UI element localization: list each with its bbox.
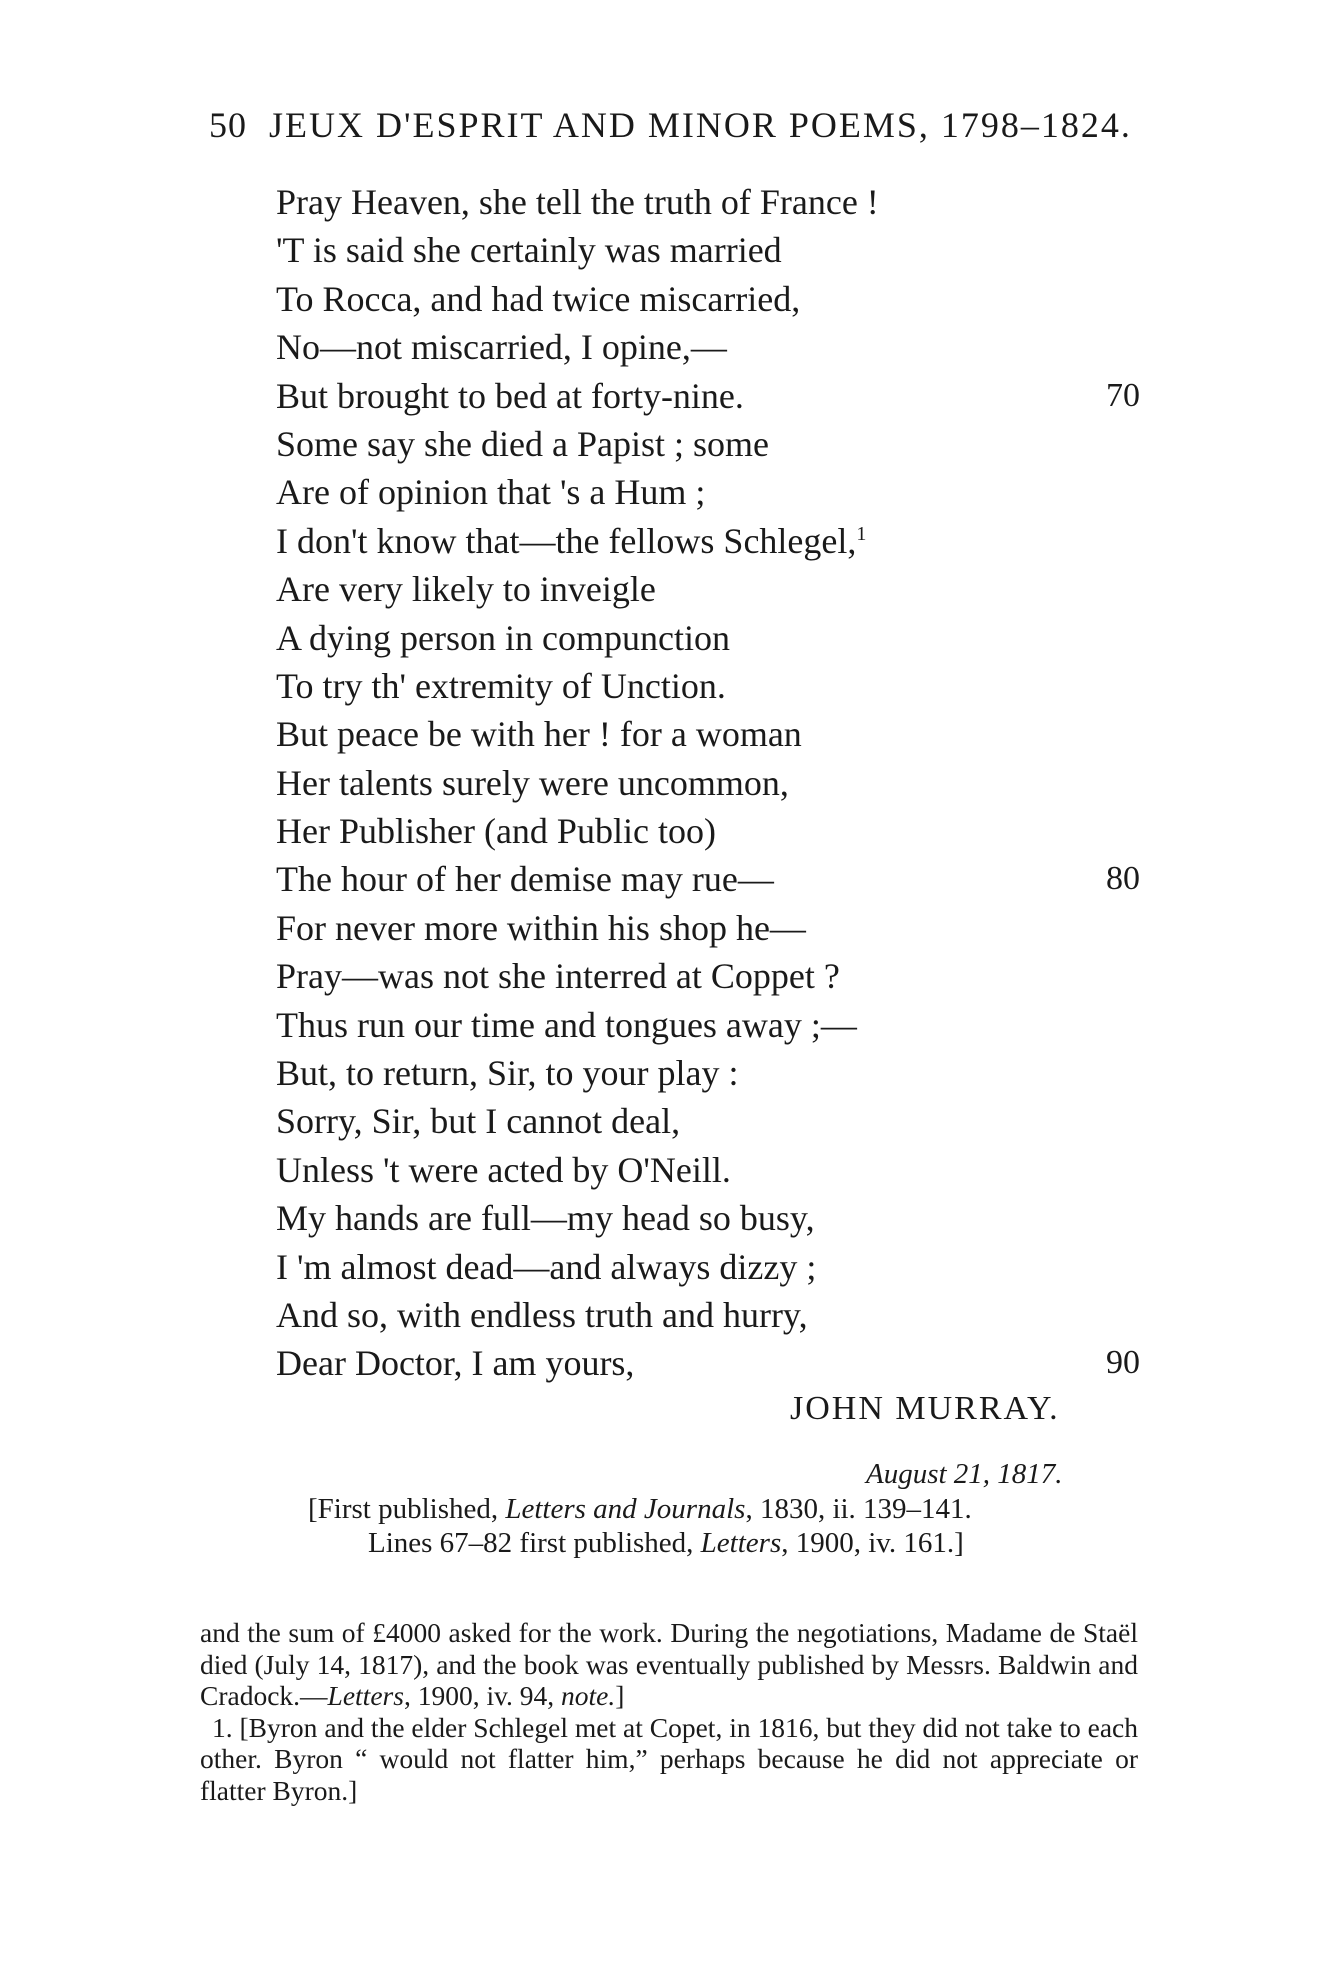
poem-line-text: But, to return, Sir, to your play : bbox=[276, 1053, 739, 1094]
poem-line-text: To try th' extremity of Unction. bbox=[276, 665, 726, 706]
poem-line bbox=[276, 807, 1176, 855]
poem-line-text: Are of opinion that 's a Hum ; bbox=[276, 472, 706, 513]
poem-line bbox=[276, 178, 1176, 226]
line-number: 70 bbox=[1106, 376, 1140, 414]
pub2-text-a: Lines 67–82 first published, bbox=[368, 1527, 701, 1559]
poem-line-text: No—not miscarried, I opine,— bbox=[276, 327, 727, 368]
poem-line bbox=[276, 710, 1176, 758]
pub1-text-a: [First published, bbox=[308, 1493, 506, 1525]
poem-line bbox=[276, 275, 1176, 323]
poem-line-text: Pray Heaven, she tell the truth of France ! bbox=[276, 182, 879, 222]
footnote-continuation bbox=[200, 1617, 1138, 1712]
poem-line bbox=[276, 1339, 1176, 1387]
poem-line-text: Her Publisher (and Public too) bbox=[276, 811, 716, 852]
poem-line-text: A dying person in compunction bbox=[276, 617, 730, 658]
poem-line-text: Unless 't were acted by O'Neill. bbox=[276, 1149, 731, 1190]
poem-line bbox=[276, 323, 1176, 371]
poem-line bbox=[276, 1146, 1176, 1194]
poem-line-text: I 'm almost dead—and always dizzy ; bbox=[276, 1246, 817, 1287]
pub1-title: Letters and Journals bbox=[505, 1493, 746, 1525]
poem-line-text: And so, with endless truth and hurry, bbox=[276, 1294, 808, 1335]
poem-line bbox=[276, 614, 1176, 662]
poem-line bbox=[276, 1097, 1176, 1145]
poem-line-text: To Rocca, and had twice miscarried, bbox=[276, 278, 801, 319]
date-line bbox=[866, 1458, 1063, 1491]
poem-line bbox=[276, 517, 1176, 565]
signature: JOHN MURRAY. bbox=[790, 1390, 1060, 1427]
poem-line-text: Some say she died a Papist ; some bbox=[276, 423, 769, 464]
cont-italic-2: note. bbox=[561, 1680, 616, 1711]
poem-line bbox=[276, 855, 1176, 903]
publication-line-2 bbox=[368, 1526, 1324, 1560]
poem-body bbox=[276, 178, 1176, 1388]
cont-text-b: , 1900, iv. 94, bbox=[403, 1680, 562, 1711]
poem-line bbox=[276, 1194, 1176, 1242]
poem-line bbox=[276, 420, 1176, 468]
pub2-text-b: , 1900, iv. 161.] bbox=[781, 1527, 964, 1559]
poem-line-text: Dear Doctor, I am yours, bbox=[276, 1343, 635, 1384]
poem-line bbox=[276, 1001, 1176, 1049]
poem-line bbox=[276, 1243, 1176, 1291]
footnotes bbox=[200, 1617, 1138, 1806]
poem-line-text: Pray—was not she interred at Coppet ? bbox=[276, 956, 840, 997]
poem-line-text: But brought to bed at forty-nine. bbox=[276, 375, 744, 416]
date-text: August 21, 1817. bbox=[866, 1458, 1063, 1490]
cont-text-c: ] bbox=[615, 1680, 625, 1711]
publication-note bbox=[0, 1492, 1324, 1560]
publication-line-1 bbox=[308, 1492, 1324, 1526]
footnote-1: 1. [Byron and the elder Schlegel met at Copet, in 1816, but they did not take to each other. Byron “ would not flatter him,” perhaps because he did not appreciate or flatter Byron.] bbox=[200, 1711, 1138, 1806]
cont-text-a: and the sum of £4000 asked for the work. During the negotiations, Madame de Staël died (July 14, 1817), and the book was eventually published by Messrs. Baldwin and Cradock.— bbox=[200, 1617, 1138, 1711]
poem-line bbox=[276, 468, 1176, 516]
poem-line bbox=[276, 1049, 1176, 1097]
poem-line bbox=[276, 952, 1176, 1000]
poem-line-text: For never more within his shop he— bbox=[276, 907, 806, 948]
poem-line-text: 'T is said she certainly was married bbox=[276, 230, 782, 271]
line-number: 80 bbox=[1106, 860, 1140, 898]
poem-line-text: The hour of her demise may rue— bbox=[276, 859, 774, 900]
pub2-title: Letters bbox=[700, 1527, 782, 1559]
poem-line bbox=[276, 565, 1176, 613]
poem-line bbox=[276, 372, 1176, 420]
running-title: JEUX D'ESPRIT AND MINOR POEMS, 1798–1824. bbox=[269, 105, 1132, 145]
poem-line bbox=[276, 759, 1176, 807]
running-header bbox=[209, 104, 1132, 146]
poem-line-text: I don't know that—the fellows Schlegel, bbox=[276, 520, 857, 561]
cont-italic-1: Letters bbox=[327, 1680, 404, 1711]
poem-line-text: Her talents surely were uncommon, bbox=[276, 762, 789, 803]
page-number: 50 bbox=[209, 105, 247, 145]
poem-line-text: My hands are full—my head so busy, bbox=[276, 1198, 815, 1239]
footnote-marker: 1 bbox=[856, 522, 867, 545]
poem-line bbox=[276, 1291, 1176, 1339]
poem-line-text: Are very likely to inveigle bbox=[276, 569, 656, 610]
pub1-text-b: , 1830, ii. 139–141. bbox=[745, 1493, 972, 1525]
poem-line bbox=[276, 904, 1176, 952]
poem-line-text: Thus run our time and tongues away ;— bbox=[276, 1004, 857, 1045]
line-number: 90 bbox=[1106, 1344, 1140, 1382]
poem-line bbox=[276, 662, 1176, 710]
poem-line bbox=[276, 226, 1176, 274]
poem-line-text: But peace be with her ! for a woman bbox=[276, 714, 802, 755]
poem-line-text: Sorry, Sir, but I cannot deal, bbox=[276, 1101, 681, 1142]
